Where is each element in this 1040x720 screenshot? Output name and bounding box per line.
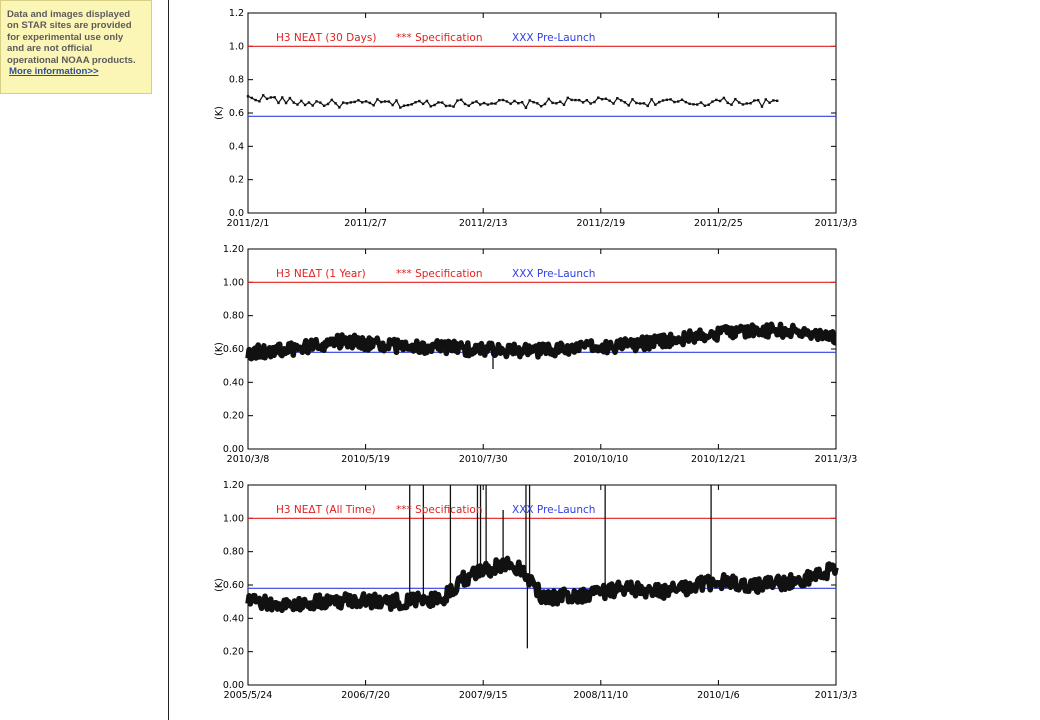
data-point — [532, 101, 534, 103]
y-tick-label: 0.0 — [228, 208, 244, 219]
notice-line: for experimental use only — [7, 31, 124, 43]
x-tick-label: 2011/3/3 — [814, 218, 858, 229]
data-point — [776, 100, 778, 102]
data-point — [369, 102, 371, 104]
data-point — [749, 102, 751, 104]
x-tick-label: 2011/2/1 — [226, 218, 270, 229]
data-point — [548, 98, 550, 100]
data-point — [673, 101, 675, 103]
x-tick-label: 2008/11/10 — [573, 690, 629, 701]
data-point — [624, 101, 626, 103]
chart-1-year-svg — [170, 236, 870, 472]
x-tick-label: 2011/2/13 — [458, 218, 508, 229]
data-point — [487, 103, 489, 105]
data-point — [628, 104, 630, 106]
data-point — [266, 98, 268, 100]
data-point — [251, 97, 253, 99]
y-tick-label: 0.40 — [222, 613, 244, 625]
data-point — [391, 104, 393, 106]
data-point — [262, 94, 264, 96]
data-point — [772, 99, 774, 101]
x-tick-label: 2010/1/6 — [697, 690, 740, 701]
y-tick-label: 1.00 — [222, 513, 244, 525]
data-point — [418, 100, 420, 102]
data-point — [464, 103, 466, 105]
data-point — [247, 95, 249, 97]
data-point — [570, 99, 572, 101]
x-tick-label: 2010/5/19 — [341, 454, 390, 465]
y-tick-label: 0.60 — [222, 344, 244, 355]
data-point — [555, 102, 557, 104]
data-point — [365, 100, 367, 102]
x-tick-label: 2010/3/8 — [226, 454, 270, 465]
y-tick-label: 0.60 — [222, 580, 244, 591]
data-point — [384, 100, 386, 102]
x-tick-label: 2005/5/24 — [223, 690, 273, 701]
data-point — [334, 102, 336, 104]
data-point — [540, 105, 542, 107]
data-point — [372, 104, 374, 106]
x-tick-label: 2010/10/10 — [573, 454, 629, 465]
data-point — [273, 96, 275, 98]
data-point — [666, 99, 668, 101]
data-point — [525, 107, 527, 109]
data-point — [688, 103, 690, 105]
chart-1-year — [170, 236, 870, 472]
data-point — [647, 105, 649, 107]
legend-specification-label: *** Specification — [396, 504, 483, 516]
data-point — [650, 98, 652, 100]
data-point — [331, 99, 333, 101]
data-point — [441, 101, 443, 103]
data-point — [422, 103, 424, 105]
data-point — [727, 102, 729, 104]
series-line — [248, 558, 836, 610]
data-point — [319, 101, 321, 103]
data-point — [730, 104, 732, 106]
y-tick-label: 0.4 — [228, 141, 244, 153]
legend-series-label: H3 NEΔT (30 Days) — [276, 32, 377, 44]
data-point — [437, 101, 439, 103]
data-point — [296, 103, 298, 105]
data-point — [658, 101, 660, 103]
y-tick-label: 0.2 — [228, 174, 244, 186]
data-point — [593, 101, 595, 103]
data-point — [502, 99, 504, 101]
x-tick-label: 2011/2/25 — [694, 218, 743, 229]
data-point — [529, 99, 531, 101]
data-point — [300, 100, 302, 102]
chart-30-days-svg — [170, 0, 870, 236]
data-point — [757, 99, 759, 101]
series-line — [248, 324, 836, 359]
data-point — [551, 102, 553, 104]
notice-line: and are not official — [7, 43, 93, 55]
y-tick-label: 0.40 — [222, 377, 244, 389]
legend-series-label: H3 NEΔT (1 Year) — [276, 268, 366, 280]
data-point — [738, 101, 740, 103]
data-point — [574, 99, 576, 101]
x-tick-label: 2006/7/20 — [341, 690, 390, 701]
data-point — [498, 99, 500, 101]
legend-prelaunch-label: XXX Pre-Launch — [512, 504, 596, 516]
data-point — [289, 97, 291, 99]
data-point — [768, 102, 770, 104]
disclaimer-notice — [0, 0, 152, 94]
data-point — [578, 99, 580, 101]
data-point — [411, 103, 413, 105]
y-tick-label: 1.20 — [222, 480, 244, 491]
data-point — [277, 102, 279, 104]
data-point — [380, 101, 382, 103]
data-point — [753, 99, 755, 101]
x-tick-label: 2011/3/3 — [814, 454, 858, 465]
data-point — [270, 96, 272, 98]
series-line — [248, 95, 777, 108]
data-point — [746, 102, 748, 104]
data-point — [342, 101, 344, 103]
y-tick-label: 1.0 — [228, 41, 244, 53]
data-point — [677, 100, 679, 102]
chart-all-time-svg — [170, 472, 870, 708]
data-point — [707, 104, 709, 106]
data-point — [414, 101, 416, 103]
data-point — [589, 102, 591, 104]
data-point — [460, 99, 462, 101]
data-point — [639, 102, 641, 104]
data-point — [509, 102, 511, 104]
data-point — [490, 102, 492, 104]
data-point — [536, 102, 538, 104]
data-point — [445, 105, 447, 107]
data-point — [513, 100, 515, 102]
data-point — [506, 100, 508, 102]
data-point — [669, 98, 671, 100]
data-point — [597, 96, 599, 98]
data-point — [304, 104, 306, 106]
data-point — [430, 105, 432, 107]
data-point — [350, 101, 352, 103]
data-point — [308, 101, 310, 103]
data-point — [563, 104, 565, 106]
data-point — [346, 102, 348, 104]
data-point — [723, 97, 725, 99]
data-point — [433, 104, 435, 106]
data-point — [292, 101, 294, 103]
x-tick-label: 2010/7/30 — [458, 454, 508, 465]
data-point — [559, 100, 561, 102]
data-point — [681, 99, 683, 101]
data-point — [258, 100, 260, 102]
more-information-link[interactable]: More information>> — [9, 66, 99, 78]
data-point — [654, 104, 656, 106]
data-point — [281, 96, 283, 98]
data-point — [449, 104, 451, 106]
legend-specification-label: *** Specification — [396, 32, 483, 44]
data-point — [315, 100, 317, 102]
notice-line: on STAR sites are provided — [7, 20, 132, 32]
data-point — [312, 104, 314, 106]
data-point — [456, 99, 458, 101]
data-point — [475, 100, 477, 102]
data-point — [494, 102, 496, 104]
y-axis-label: (K) — [214, 106, 225, 120]
data-point — [711, 100, 713, 102]
data-point — [643, 102, 645, 104]
data-point — [700, 101, 702, 103]
data-point — [357, 99, 359, 101]
data-point — [338, 106, 340, 108]
data-point — [631, 98, 633, 100]
data-point — [403, 105, 405, 107]
data-point — [323, 105, 325, 107]
notice-line: operational NOAA products. — [7, 54, 136, 66]
data-point — [567, 97, 569, 99]
data-point — [696, 103, 698, 105]
y-axis-label: (K) — [214, 342, 225, 356]
y-tick-label: 0.00 — [222, 680, 244, 691]
y-tick-label: 0.80 — [222, 546, 244, 558]
data-point — [582, 101, 584, 103]
y-tick-label: 0.6 — [228, 108, 244, 119]
y-tick-label: 1.00 — [222, 277, 244, 289]
data-point — [734, 98, 736, 100]
data-point — [452, 105, 454, 107]
data-point — [479, 103, 481, 105]
data-point — [635, 102, 637, 104]
data-point — [388, 100, 390, 102]
x-tick-label: 2010/12/21 — [691, 454, 746, 465]
data-point — [715, 99, 717, 101]
data-point — [376, 98, 378, 100]
chart-30-days — [170, 0, 870, 236]
data-point — [719, 100, 721, 102]
data-point — [692, 103, 694, 105]
data-point — [685, 101, 687, 103]
data-point — [742, 103, 744, 105]
data-point — [483, 102, 485, 104]
data-point — [521, 101, 523, 103]
data-point — [608, 100, 610, 102]
data-point — [704, 105, 706, 107]
x-tick-label: 2011/2/7 — [344, 218, 387, 229]
data-point — [327, 103, 329, 105]
y-tick-label: 0.20 — [222, 410, 244, 422]
data-point — [426, 100, 428, 102]
data-point — [662, 99, 664, 101]
y-tick-label: 0.80 — [222, 310, 244, 322]
data-point — [353, 101, 355, 103]
data-point — [620, 99, 622, 101]
y-axis-label: (K) — [214, 578, 225, 592]
legend-specification-label: *** Specification — [396, 268, 483, 280]
data-point — [399, 106, 401, 108]
y-tick-label: 0.8 — [228, 74, 244, 86]
data-point — [468, 105, 470, 107]
y-tick-label: 1.2 — [228, 8, 244, 19]
data-point — [471, 102, 473, 104]
y-tick-label: 1.20 — [222, 244, 244, 255]
data-point — [285, 102, 287, 104]
data-point — [361, 101, 363, 103]
legend-series-label: H3 NEΔT (All Time) — [276, 504, 376, 516]
legend-prelaunch-label: XXX Pre-Launch — [512, 32, 596, 44]
data-point — [395, 99, 397, 101]
data-point — [544, 103, 546, 105]
legend-prelaunch-label: XXX Pre-Launch — [512, 268, 596, 280]
y-tick-label: 0.00 — [222, 444, 244, 455]
data-point — [761, 105, 763, 107]
data-point — [407, 104, 409, 106]
x-tick-label: 2007/9/15 — [458, 690, 508, 701]
chart-all-time — [170, 472, 870, 708]
notice-line: Data and images displayed — [7, 9, 131, 20]
x-tick-label: 2011/2/19 — [576, 218, 626, 229]
y-tick-label: 0.20 — [222, 646, 244, 658]
data-point — [605, 98, 607, 100]
data-point — [254, 99, 256, 101]
data-point — [601, 98, 603, 100]
data-point — [586, 99, 588, 101]
data-point — [765, 98, 767, 100]
data-point — [612, 102, 614, 104]
x-tick-label: 2011/3/3 — [814, 690, 858, 701]
data-point — [616, 97, 618, 99]
column-divider — [168, 0, 169, 720]
data-point — [517, 102, 519, 104]
